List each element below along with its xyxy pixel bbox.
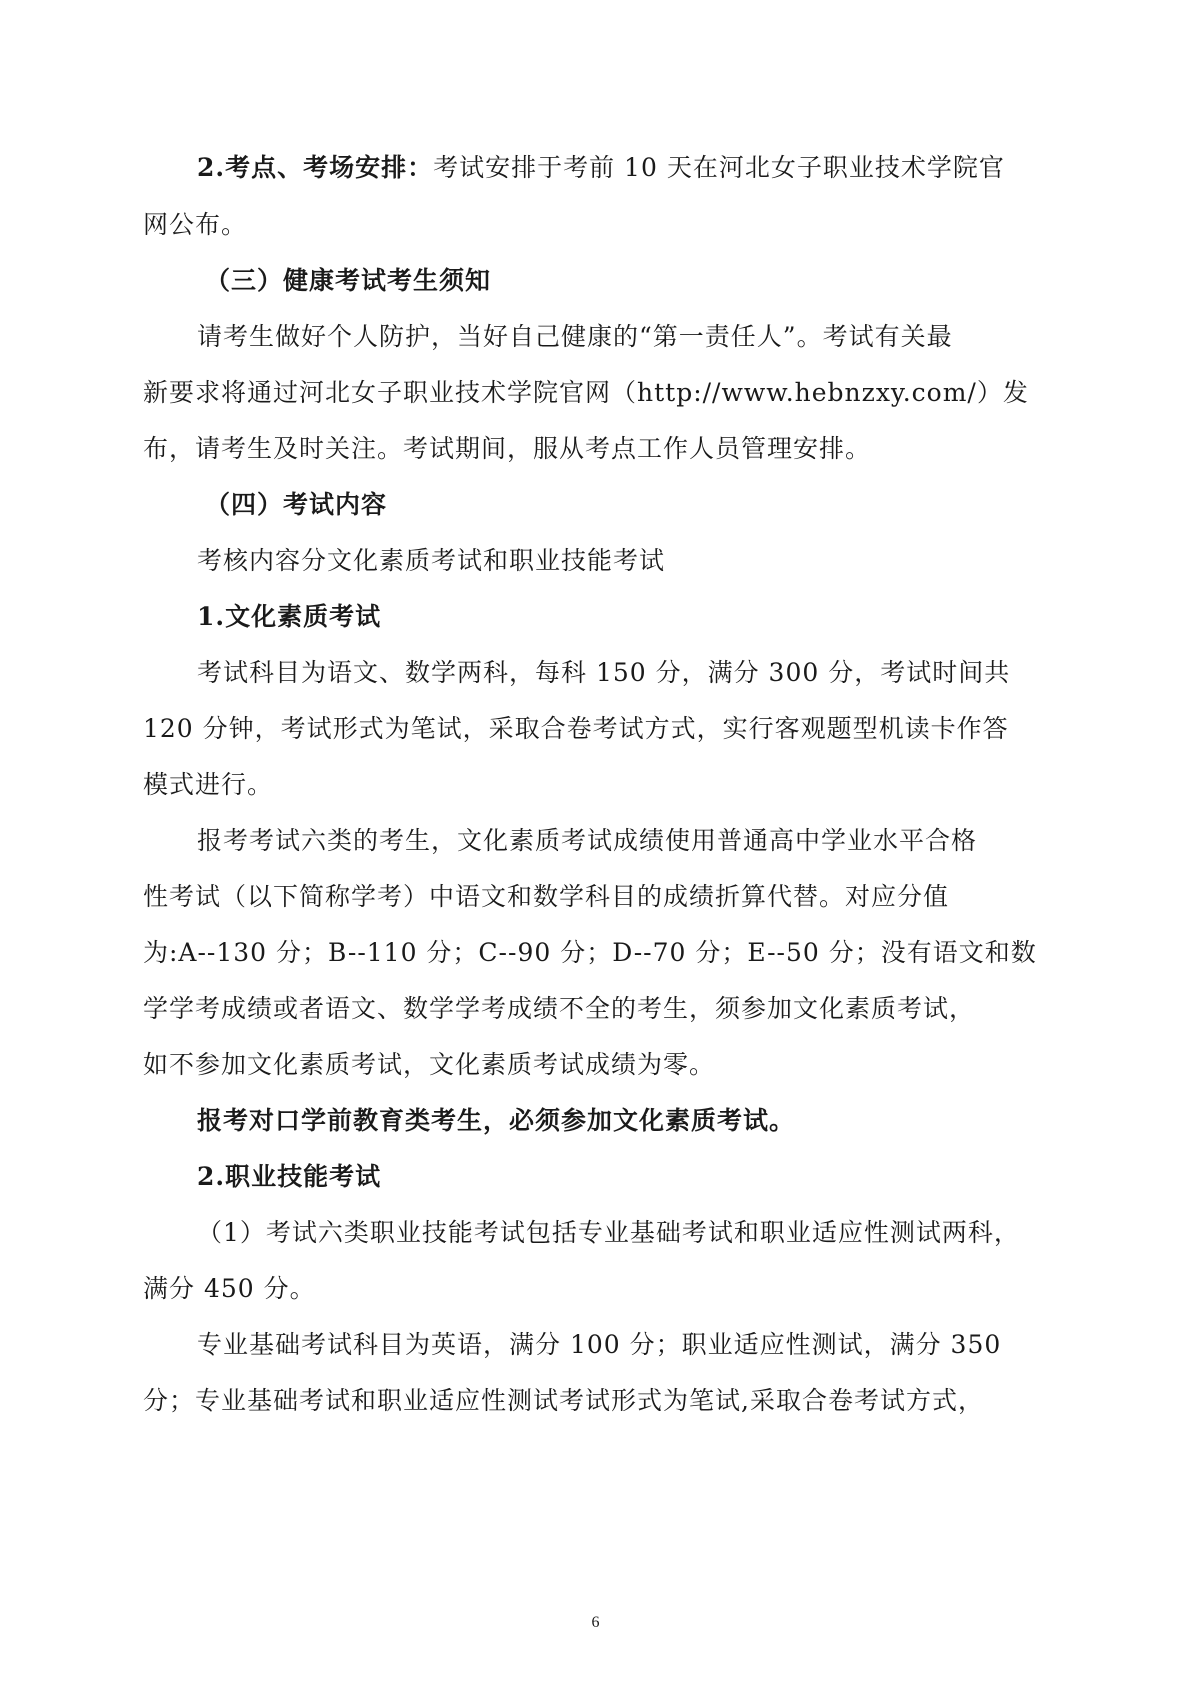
paragraph-line: 报考考试六类的考生，文化素质考试成绩使用普通高中学业水平合格 [197, 826, 978, 855]
page-number: 6 [591, 1614, 600, 1631]
paragraph-line: 模式进行。 [143, 770, 274, 799]
paragraph-line: 满分 450 分。 [143, 1274, 316, 1303]
paragraph-line: 性考试（以下简称学考）中语文和数学科目的成绩折算代替。对应分值 [143, 882, 950, 911]
paragraph-line: 学学考成绩或者语文、数学学考成绩不全的考生，须参加文化素质考试， [143, 994, 976, 1023]
paragraph-text: 考试安排于考前 10 天在河北女子职业技术学院官 [433, 153, 1005, 182]
paragraph-line: 网公布。 [143, 210, 248, 239]
paragraph-line: 考核内容分文化素质考试和职业技能考试 [197, 546, 666, 575]
subheading-skill-exam: 2.职业技能考试 [197, 1162, 382, 1191]
paragraph-line: 新要求将通过河北女子职业技术学院官网（http://www.hebnzxy.com/）发 [143, 378, 1029, 407]
subheading-culture-exam: 1.文化素质考试 [197, 602, 382, 631]
emphasis-line-preschool: 报考对口学前教育类考生，必须参加文化素质考试。 [197, 1106, 796, 1135]
section-heading-health: （三）健康考试考生须知 [205, 266, 492, 295]
paragraph-line: 120 分钟，考试形式为笔试，采取合卷考试方式，实行客观题型机读卡作答 [143, 714, 1009, 743]
paragraph-line: 布，请考生及时关注。考试期间，服从考点工作人员管理安排。 [143, 434, 872, 463]
paragraph-line: 如不参加文化素质考试，文化素质考试成绩为零。 [143, 1050, 716, 1079]
paragraph-line: 考试科目为语文、数学两科，每科 150 分，满分 300 分，考试时间共 [197, 658, 1011, 687]
paragraph-line: 为:A--130 分；B--110 分；C--90 分；D--70 分；E--50 分；没有语文和数 [143, 938, 1037, 967]
paragraph-line: 请考生做好个人防护，当好自己健康的“第一责任人”。考试有关最 [197, 322, 953, 351]
paragraph-line: 分；专业基础考试和职业适应性测试考试形式为笔试,采取合卷考试方式， [143, 1386, 984, 1415]
section-heading-exam-content: （四）考试内容 [205, 490, 388, 519]
subheading-exam-venue: 2.考点、考场安排： [197, 153, 434, 182]
paragraph-line [197, 153, 1005, 183]
paragraph-line: （1）考试六类职业技能考试包括专业基础考试和职业适应性测试两科， [197, 1218, 1020, 1247]
paragraph-line: 专业基础考试科目为英语，满分 100 分；职业适应性测试，满分 350 [197, 1330, 1002, 1359]
